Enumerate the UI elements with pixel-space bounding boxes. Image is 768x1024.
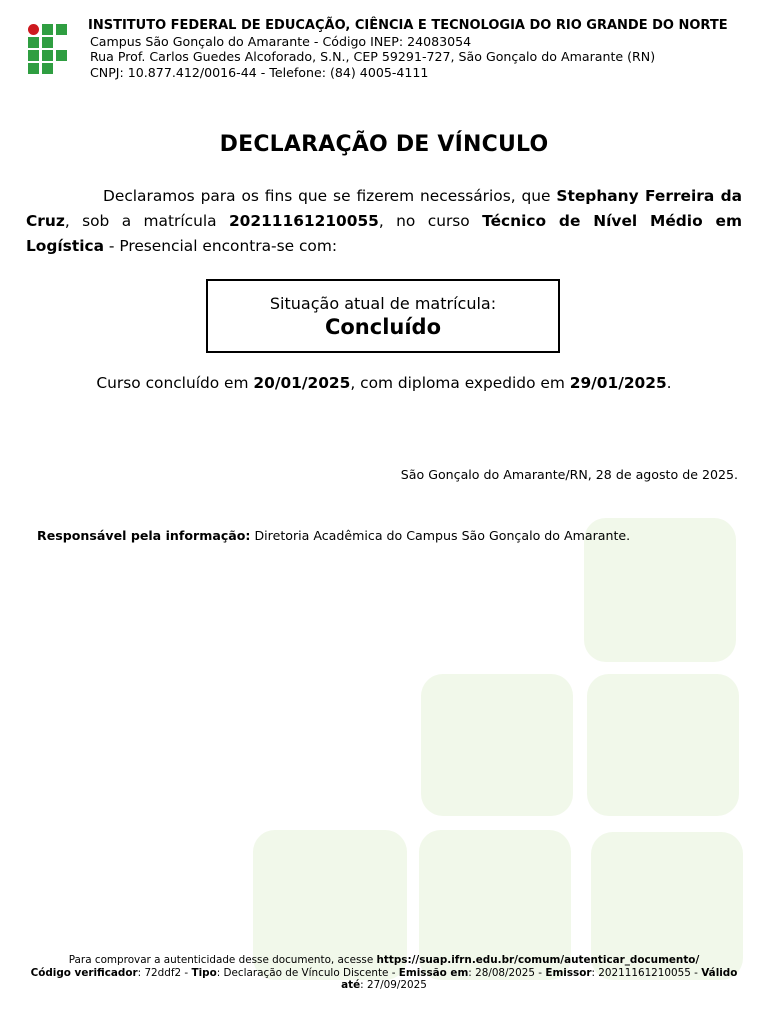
status-box [206, 279, 560, 353]
address-line: Rua Prof. Carlos Guedes Alcoforado, S.N., CEP 59291-727, São Gonçalo do Amarante (RN) [90, 49, 656, 65]
watermark-block [421, 674, 573, 816]
student-name: Stephany Ferreira da Cruz [26, 187, 742, 230]
valid-value: : 27/09/2025 [360, 979, 427, 992]
issue-label: Emissão em [398, 966, 469, 979]
issuer-value: : 20211161210055 - [591, 966, 702, 979]
verify-text: Para comprovar a autenticidade desse documento, acesse [68, 954, 377, 966]
intro-text: Declaramos para os fins que se fizerem necessários, que [103, 187, 557, 205]
text-fragment: , sob a matrícula [64, 212, 229, 230]
issue-value: : 28/08/2025 - [468, 966, 546, 979]
campus-line: Campus São Gonçalo do Amarante - Código INEP: 24083054 [90, 33, 472, 49]
ifrn-logo-icon [28, 24, 68, 74]
text-fragment: , no curso [378, 212, 483, 230]
watermark-block [587, 674, 739, 816]
type-value: : Declaração de Vínculo Discente - [216, 966, 399, 979]
responsible-value: Diretoria Acadêmica do Campus São Gonçalo do Amarante. [250, 528, 631, 543]
completion-date: 20/01/2025 [253, 374, 351, 392]
valid-label: Válido até [341, 966, 738, 992]
document-title: DECLARAÇÃO DE VÍNCULO [219, 132, 549, 157]
code-label: Código verificador [30, 966, 138, 979]
status-value: Concluído [324, 315, 442, 339]
responsible-label: Responsável pela informação: [37, 528, 251, 543]
institution-name: INSTITUTO FEDERAL DE EDUCAÇÃO, CIÊNCIA E TECNOLOGIA DO RIO GRANDE DO NORTE [88, 18, 728, 33]
letterhead [88, 18, 748, 80]
logo-red-dot [28, 24, 39, 35]
registration-number: 20211161210055 [228, 212, 379, 230]
text-fragment: . [666, 374, 672, 392]
course-name: Técnico de Nível Médio em Logística [26, 212, 742, 255]
text-fragment: Curso concluído em [96, 374, 254, 392]
contact-line: CNPJ: 10.877.412/0016-44 - Telefone: (84) 4005-4111 [90, 64, 429, 80]
issuer-label: Emissor [545, 966, 592, 979]
declaration-paragraph [26, 184, 742, 259]
verify-url-link[interactable]: https://suap.ifrn.edu.br/comum/autenticar_documento/ [376, 954, 700, 966]
status-label: Situação atual de matrícula: [269, 294, 497, 313]
diploma-date: 29/01/2025 [569, 374, 667, 392]
place-date: São Gonçalo do Amarante/RN, 28 de agosto de 2025. [400, 467, 738, 482]
responsible-line [37, 528, 630, 543]
text-fragment: , com diploma expedido em [350, 374, 570, 392]
conclusion-line [0, 374, 768, 392]
authentication-footer [20, 954, 748, 992]
text-fragment: - Presencial encontra-se com: [103, 237, 338, 255]
code-value: : 72ddf2 - [137, 966, 192, 979]
type-label: Tipo [191, 966, 217, 979]
